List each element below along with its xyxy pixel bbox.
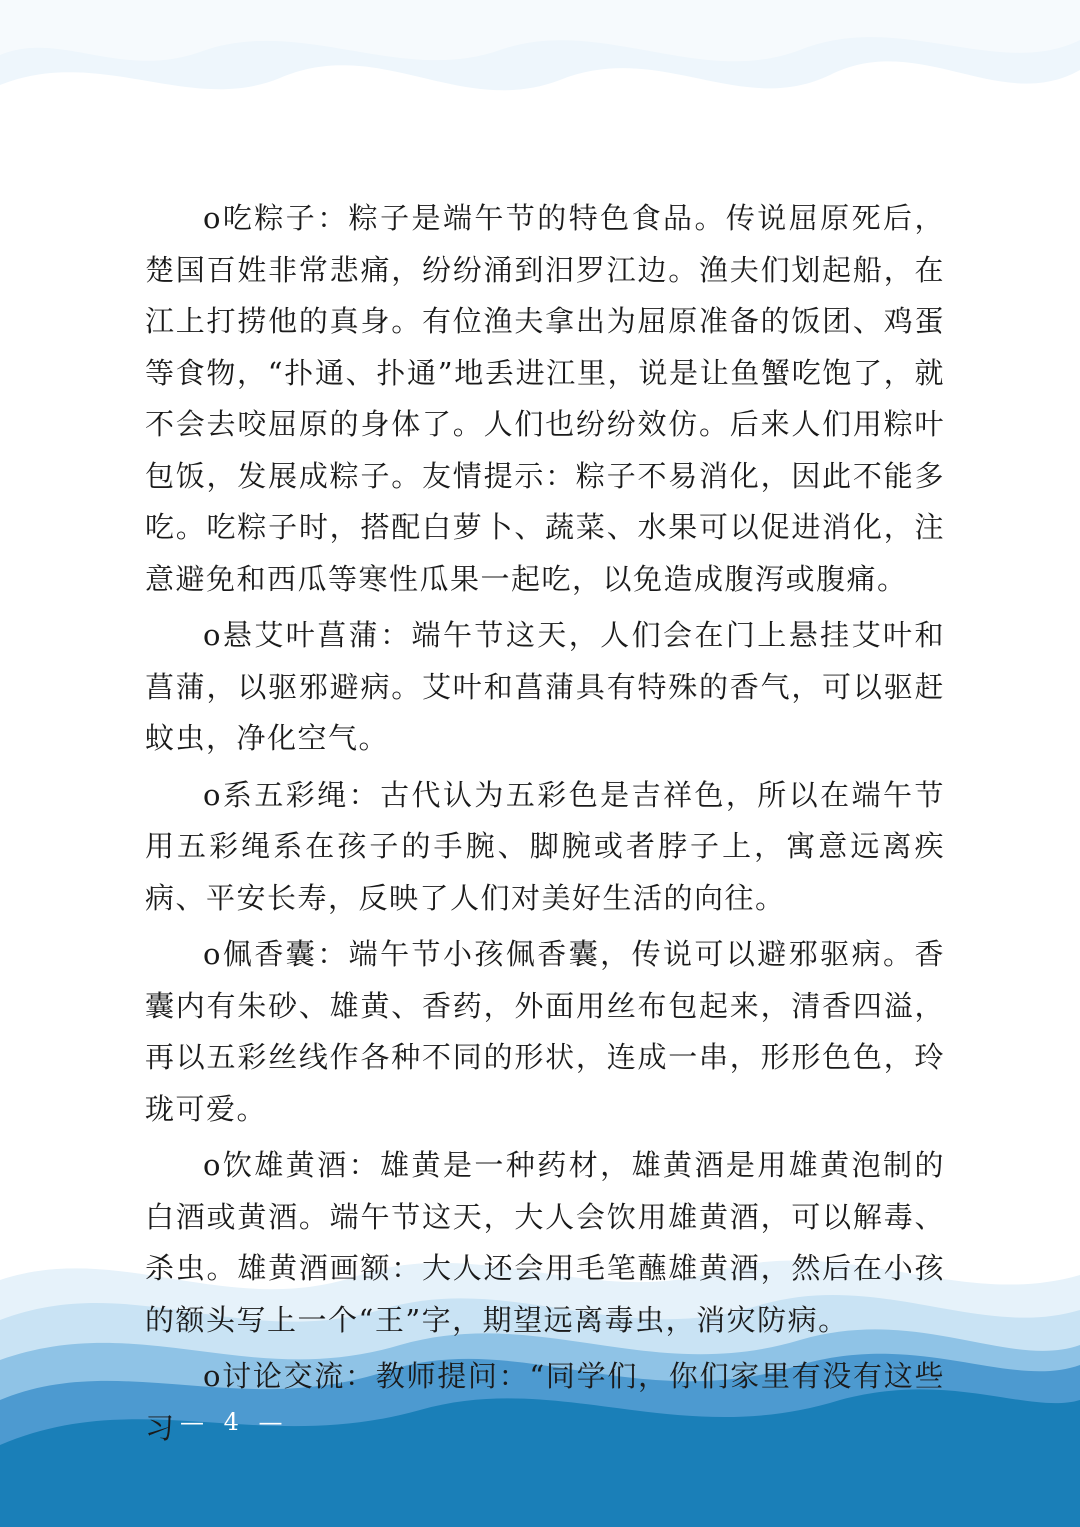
paragraph-discussion: o讨论交流：教师提问：“同学们，你们家里有没有这些习 [145, 1359, 945, 1445]
paragraph-xiangnang: o佩香囊：端午节小孩佩香囊，传说可以避邪驱病。香囊内有朱砂、雄黄、香药，外面用丝布包起来，清香四溢，再以五彩丝线作各种不同的形状，连成一串，形形色色，玲珑可爱。 [145, 937, 945, 1126]
paragraph-aiye-changpu: o悬艾叶菖蒲：端午节这天，人们会在门上悬挂艾叶和菖蒲，以驱邪避病。艾叶和菖蒲具有特殊的香气，可以驱赶蚊虫，净化空气。 [145, 618, 945, 755]
paragraph-xionghuangjiu: o饮雄黄酒：雄黄是一种药材，雄黄酒是用雄黄泡制的白酒或黄酒。端午节这天，大人会饮用雄黄酒，可以解毒、杀虫。雄黄酒画额：大人还会用毛笔蘸雄黄酒，然后在小孩的额头写上一个“王”字，期望远离毒虫，消灾防病。 [145, 1148, 945, 1337]
page-number: — 4 — [180, 1408, 289, 1436]
top-wave-decoration [0, 0, 1080, 170]
main-content [145, 193, 945, 1459]
paragraph-zongzi: o吃粽子：粽子是端午节的特色食品。传说屈原死后，楚国百姓非常悲痛，纷纷涌到汨罗江边。渔夫们划起船，在江上打捞他的真身。有位渔夫拿出为屈原准备的饭团、鸡蛋等食物，“扑通、扑通”地丢进江里，说是让鱼蟹吃饱了，就不会去咬屈原的身体了。人们也纷纷效仿。后来人们用粽叶包饭，发展成粽子。友情提示：粽子不易消化，因此不能多吃。吃粽子时，搭配白萝卜、蔬菜、水果可以促进消化，注意避免和西瓜等寒性瓜果一起吃，以免造成腹泻或腹痛。 [145, 201, 945, 596]
paragraph-wucaisheng: o系五彩绳：古代认为五彩色是吉祥色，所以在端午节用五彩绳系在孩子的手腕、脚腕或者脖子上，寓意远离疾病、平安长寿，反映了人们对美好生活的向往。 [145, 777, 945, 915]
